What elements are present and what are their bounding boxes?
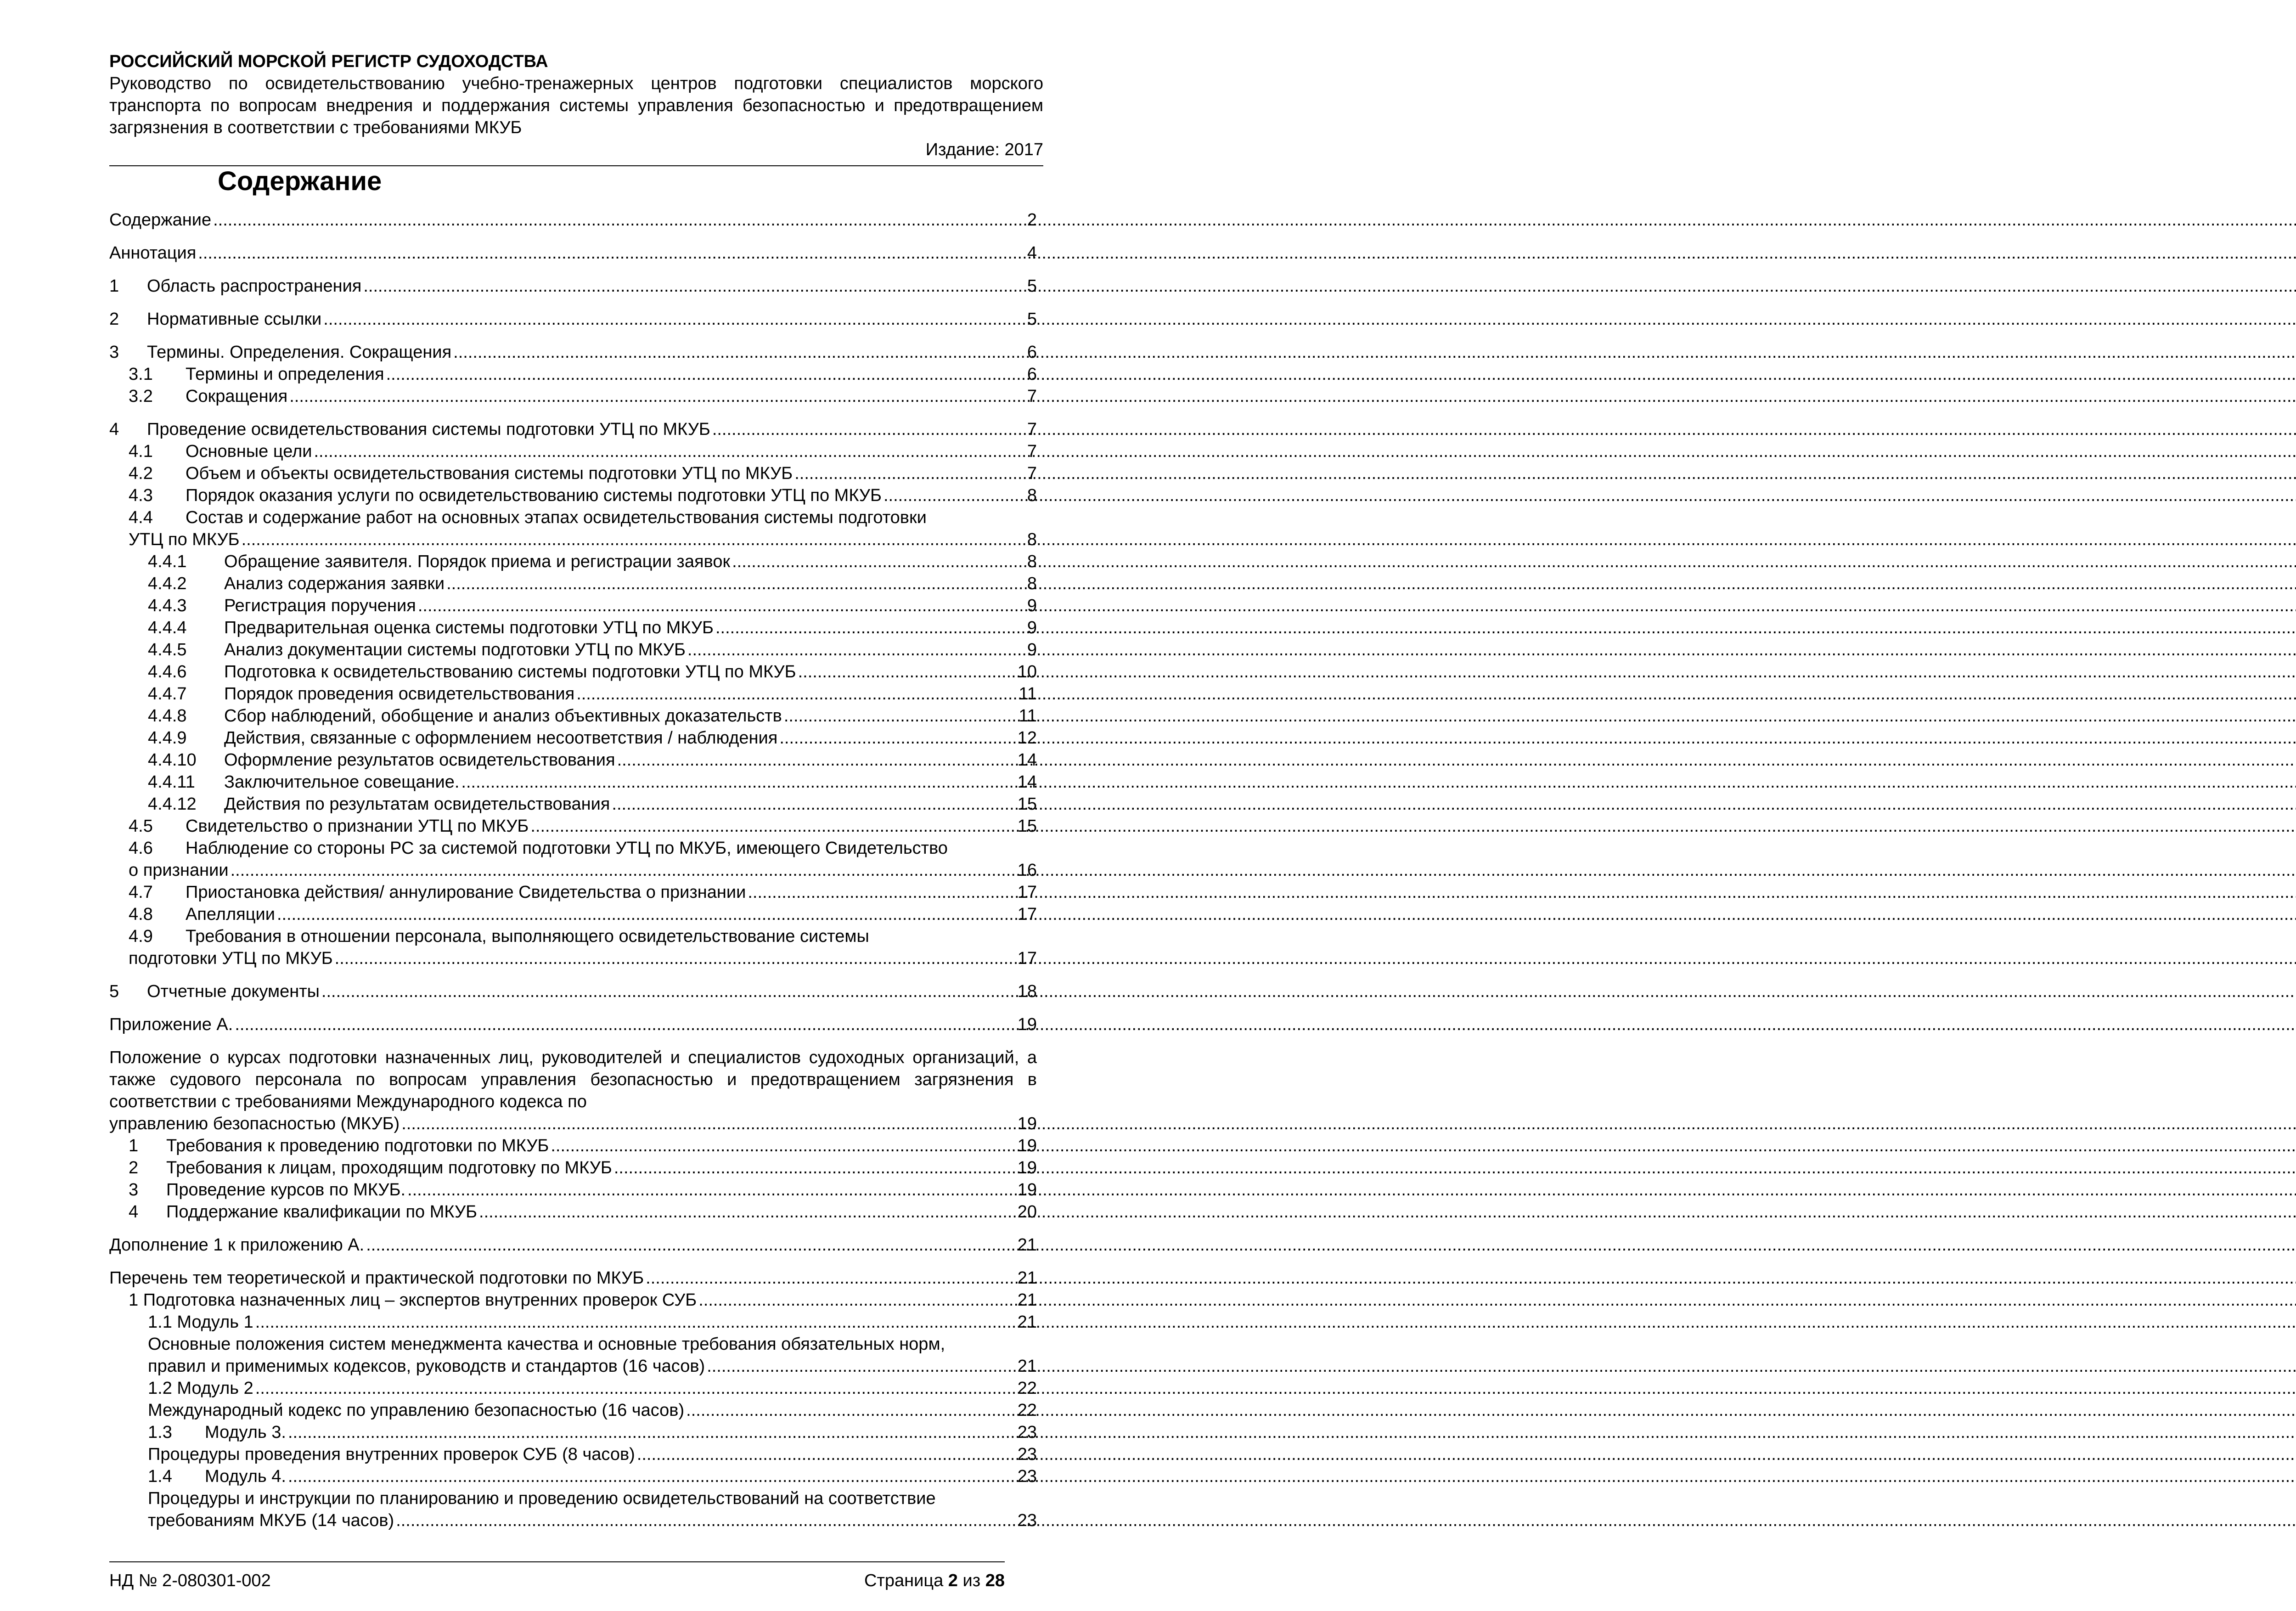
toc-entry[interactable]: [109, 903, 1037, 925]
toc-entry[interactable]: [109, 1377, 1037, 1399]
toc-entry-number: 3: [129, 1180, 139, 1200]
toc-page-number: 21: [1017, 1312, 1037, 1332]
toc-entry[interactable]: [109, 980, 1037, 1003]
toc-entry[interactable]: [109, 1047, 1037, 1135]
edition-label: Издание: 2017: [925, 140, 1043, 159]
toc-dot-leader: [798, 661, 1016, 683]
toc-dot-leader: [396, 1510, 1016, 1532]
current-page: 2: [948, 1571, 958, 1590]
document-header: [109, 51, 1043, 161]
toc-dot-leader: [277, 903, 1016, 925]
toc-dot-leader: [242, 529, 1025, 551]
toc-dot-leader: [366, 1234, 1016, 1256]
toc-dot-leader: [794, 462, 1025, 484]
toc-entry-number: 3.2: [129, 387, 153, 406]
toc-dot-leader: [363, 275, 1025, 297]
toc-entry-title: правил и применимых кодексов, руководств и стандартов (16 часов): [148, 1357, 705, 1376]
toc-entry-title: Содержание: [109, 210, 212, 230]
toc-entry[interactable]: [109, 749, 1037, 771]
toc-entry-number: 4: [129, 1202, 139, 1222]
toc-entry-number: 4.5: [129, 817, 153, 836]
toc-entry[interactable]: [109, 418, 1037, 440]
toc-entry-title: Термины и определения: [186, 365, 384, 384]
toc-dot-leader: [288, 1465, 1016, 1487]
toc-entry-title: Действия, связанные с оформлением несоответствия / наблюдения: [224, 728, 778, 748]
toc-entry[interactable]: [109, 341, 1037, 363]
toc-entry[interactable]: [109, 1267, 1037, 1289]
toc-entry-title: Приостановка действия/ аннулирование Свидетельства о признании: [186, 883, 746, 902]
toc-page-number: 15: [1017, 817, 1037, 836]
toc-entry-number: 3.1: [129, 365, 153, 384]
toc-entry-number: 3: [109, 343, 119, 362]
toc-page-number: 15: [1017, 794, 1037, 814]
toc-entry-title: Заключительное совещание.: [224, 772, 460, 792]
toc-dot-leader: [576, 683, 1017, 705]
toc-page-number: 9: [1027, 618, 1037, 637]
toc-entry[interactable]: [109, 1201, 1037, 1223]
toc-entry[interactable]: [109, 484, 1037, 507]
toc-dot-leader: [314, 440, 1025, 462]
page-indicator: [864, 1570, 1005, 1592]
toc-entry[interactable]: [109, 1311, 1037, 1333]
toc-dot-leader: [289, 385, 1025, 407]
toc-entry-title: Регистрация поручения: [224, 596, 416, 615]
toc-entry-number: 4.4.2: [148, 574, 187, 593]
toc-entry-title: о признании: [129, 861, 229, 880]
toc-entry[interactable]: [109, 815, 1037, 837]
toc-page-number: 14: [1017, 750, 1037, 770]
toc-page-number: 19: [1017, 1180, 1037, 1200]
toc-page-number: 22: [1017, 1401, 1037, 1420]
toc-page-number: 2: [1027, 210, 1037, 230]
toc-page-number: 6: [1027, 365, 1037, 384]
toc-page-number: 8: [1027, 486, 1037, 505]
toc-entry[interactable]: [109, 1289, 1037, 1311]
toc-entry-number: 4.8: [129, 905, 153, 924]
toc-entry-title: Отчетные документы: [147, 982, 320, 1001]
toc-entry-title: Действия по результатам освидетельствования: [224, 794, 610, 814]
toc-entry-title: Предварительная оценка системы подготовки УТЦ по МКУБ: [224, 618, 714, 637]
toc-entry[interactable]: [109, 1157, 1037, 1179]
toc-dot-leader: [288, 1421, 1016, 1443]
toc-page-number: 5: [1027, 310, 1037, 329]
toc-page-number: 23: [1017, 1445, 1037, 1464]
toc-entry-number: 4.2: [129, 464, 153, 483]
toc-dot-leader: [637, 1443, 1016, 1465]
toc-page-number: 17: [1017, 949, 1037, 968]
toc-dot-leader: [646, 1267, 1016, 1289]
toc-entry-number: 1.4: [148, 1467, 172, 1486]
toc-entry-title: Процедуры проведения внутренних проверок СУБ (8 часов): [148, 1445, 635, 1464]
total-pages: 28: [985, 1571, 1005, 1590]
toc-entry-title: Аннотация: [109, 243, 197, 263]
toc-dot-leader: [614, 1157, 1016, 1179]
toc-page-number: 5: [1027, 276, 1037, 296]
toc-entry[interactable]: [109, 1421, 1037, 1443]
toc-entry-title: Требования к лицам, проходящим подготовку по МКУБ: [166, 1158, 612, 1177]
toc-page-number: 21: [1017, 1235, 1037, 1255]
toc-entry-title: Объем и объекты освидетельствования системы подготовки УТЦ по МКУБ: [186, 464, 793, 483]
toc-page-number: 11: [1019, 706, 1037, 726]
toc-entry[interactable]: [109, 507, 1037, 551]
toc-entry-number: 2: [129, 1158, 139, 1177]
toc-entry[interactable]: [109, 925, 1037, 969]
toc-entry-number: 4.4.6: [148, 662, 187, 682]
toc-page-number: 21: [1017, 1290, 1037, 1310]
toc-page-number: 7: [1027, 420, 1037, 439]
toc-entry-number: 4.4.12: [148, 794, 197, 814]
toc-entry[interactable]: [109, 1179, 1037, 1201]
toc-entry-number: 1.3: [148, 1423, 172, 1442]
toc-entry-title: Обращение заявителя. Порядок приема и регистрации заявок: [224, 552, 731, 571]
toc-entry[interactable]: [109, 639, 1037, 661]
toc-entry-number: 4.4.9: [148, 728, 187, 748]
toc-entry[interactable]: [109, 462, 1037, 484]
toc-entry-title: Приложение А.: [109, 1015, 233, 1034]
table-of-contents: [109, 209, 1037, 1532]
toc-dot-leader: [686, 1399, 1016, 1421]
toc-entry-number: 4.4.1: [148, 552, 187, 571]
toc-dot-leader: [213, 209, 1025, 231]
toc-page-number: 8: [1027, 552, 1037, 571]
toc-entry[interactable]: [109, 242, 1037, 264]
toc-entry[interactable]: [109, 837, 1037, 881]
toc-entry-title-continued: [109, 837, 1037, 859]
toc-entry-title: Поддержание квалификации по МКУБ: [166, 1202, 478, 1222]
toc-page-number: 10: [1017, 662, 1037, 682]
toc-entry-title: УТЦ по МКУБ: [129, 530, 240, 549]
toc-dot-leader: [698, 1289, 1016, 1311]
toc-entry[interactable]: [109, 1465, 1037, 1487]
document-number: НД № 2-080301-002: [109, 1571, 271, 1590]
toc-entry-title: управлению безопасностью (МКУБ): [109, 1114, 400, 1133]
toc-entry-number: 4.4.4: [148, 618, 187, 637]
toc-entry-number: 5: [109, 982, 119, 1001]
toc-page-number: 17: [1017, 883, 1037, 902]
toc-dot-leader: [479, 1201, 1016, 1223]
toc-entry[interactable]: [109, 551, 1037, 573]
toc-dot-leader: [407, 1179, 1016, 1201]
toc-entry-title: 1.2 Модуль 2: [148, 1379, 253, 1398]
toc-entry[interactable]: [109, 1487, 1037, 1532]
toc-entry[interactable]: [109, 1333, 1037, 1377]
toc-page-number: 7: [1027, 464, 1037, 483]
toc-entry[interactable]: [109, 440, 1037, 462]
toc-dot-leader: [231, 859, 1016, 881]
toc-entry[interactable]: [109, 617, 1037, 639]
toc-entry-title: Требования к проведению подготовки по МКУБ: [166, 1136, 549, 1155]
toc-dot-leader: [386, 363, 1025, 385]
toc-entry-number: 4.6: [129, 839, 153, 858]
toc-dot-leader: [784, 705, 1017, 727]
toc-page-number: 6: [1027, 343, 1037, 362]
toc-entry-title: Анализ содержания заявки: [224, 574, 445, 593]
toc-entry-number: 4.4.10: [148, 750, 197, 770]
toc-entry-number: 4.4.7: [148, 684, 187, 704]
toc-entry[interactable]: [109, 683, 1037, 705]
toc-dot-leader: [321, 980, 1016, 1003]
toc-dot-leader: [255, 1377, 1016, 1399]
toc-dot-leader: [198, 242, 1025, 264]
toc-entry-number: 4.3: [129, 486, 153, 505]
toc-page-number: 21: [1017, 1357, 1037, 1376]
toc-entry-number: 4.4.11: [148, 772, 195, 792]
toc-entry[interactable]: [109, 881, 1037, 903]
toc-entry-title: требованиям МКУБ (14 часов): [148, 1511, 394, 1530]
toc-dot-leader: [732, 551, 1025, 573]
toc-page-number: 18: [1017, 982, 1037, 1001]
toc-entry-title-continued: Положение о курсах подготовки назначенных лиц, руководителей и специалистов судоходных организаций, а также судового персонала по вопросам управления безопасностью и предотвращением загрязнения в соответствии с требованиями Международного кодекса по: [109, 1048, 1037, 1111]
toc-entry-number: 4: [109, 420, 119, 439]
toc-entry-title-start: Наблюдение со стороны РС за системой подготовки УТЦ по МКУБ, имеющего Свидетельство: [186, 839, 948, 858]
toc-entry-title: Проведение освидетельствования системы подготовки УТЦ по МКУБ: [147, 420, 710, 439]
page-word: Страница: [864, 1571, 944, 1590]
toc-page-number: 4: [1027, 243, 1037, 263]
toc-entry-title: Дополнение 1 к приложению А.: [109, 1235, 365, 1255]
toc-entry-title: Перечень тем теоретической и практической подготовки по МКУБ: [109, 1268, 644, 1288]
toc-entry[interactable]: [109, 595, 1037, 617]
toc-dot-leader: [235, 1014, 1015, 1036]
toc-entry-number: 2: [109, 310, 119, 329]
toc-entry-title: 1 Подготовка назначенных лиц – экспертов внутренних проверок СУБ: [129, 1290, 697, 1310]
toc-page-number: 8: [1027, 574, 1037, 593]
toc-entry-title-continued: Процедуры и инструкции по планированию и проведению освидетельствований на соответствие: [148, 1489, 936, 1508]
toc-entry-title: Модуль 4.: [205, 1467, 286, 1486]
toc-entry[interactable]: [109, 209, 1037, 231]
toc-entry[interactable]: [109, 727, 1037, 749]
toc-entry-title: Порядок оказания услуги по освидетельствованию системы подготовки УТЦ по МКУБ: [186, 486, 882, 505]
toc-entry[interactable]: [109, 363, 1037, 385]
toc-entry-number: 1: [129, 1136, 139, 1155]
toc-dot-leader: [418, 595, 1025, 617]
toc-entry[interactable]: [109, 385, 1037, 407]
toc-page-number: 7: [1027, 387, 1037, 406]
toc-dot-leader: [612, 793, 1015, 815]
toc-dot-leader: [617, 749, 1016, 771]
toc-entry-title: Сокращения: [186, 387, 288, 406]
toc-entry-title-continued: Основные положения систем менеджмента качества и основные требования обязательных норм,: [148, 1335, 945, 1354]
toc-entry-title: Область распространения: [147, 276, 362, 296]
toc-entry[interactable]: [109, 1135, 1037, 1157]
toc-entry[interactable]: [109, 1443, 1037, 1465]
toc-page-number: 9: [1027, 640, 1037, 659]
toc-dot-leader: [707, 1355, 1016, 1377]
toc-dot-leader: [712, 418, 1025, 440]
toc-dot-leader: [530, 815, 1015, 837]
organization-name: РОССИЙСКИЙ МОРСКОЙ РЕГИСТР СУДОХОДСТВА: [109, 52, 548, 71]
toc-entry-title: Подготовка к освидетельствованию системы подготовки УТЦ по МКУБ: [224, 662, 796, 682]
toc-page-number: 19: [1017, 1158, 1037, 1177]
toc-page-number: 21: [1017, 1268, 1037, 1288]
toc-entry[interactable]: [109, 1399, 1037, 1421]
toc-entry-title-start: Требования в отношении персонала, выполняющего освидетельствование системы: [186, 927, 869, 946]
toc-page-number: 23: [1017, 1423, 1037, 1442]
toc-entry-number: 4.9: [129, 927, 153, 946]
toc-entry[interactable]: [109, 275, 1037, 297]
toc-entry[interactable]: [109, 1234, 1037, 1256]
toc-title: Содержание: [218, 166, 382, 196]
toc-entry-number: 4.4.3: [148, 596, 187, 615]
toc-entry-number: 4.4.5: [148, 640, 187, 659]
toc-entry[interactable]: [109, 308, 1037, 330]
toc-dot-leader: [748, 881, 1015, 903]
footer-divider: [109, 1561, 1005, 1562]
toc-entry-title: Нормативные ссылки: [147, 310, 322, 329]
toc-page-number: 19: [1017, 1136, 1037, 1155]
toc-dot-leader: [715, 617, 1025, 639]
of-word: из: [962, 1571, 981, 1590]
toc-page-number: 8: [1027, 530, 1037, 549]
toc-page-number: 11: [1019, 684, 1037, 704]
toc-entry-title: Термины. Определения. Сокращения: [147, 343, 452, 362]
toc-entry-title: Оформление результатов освидетельствования: [224, 750, 615, 770]
toc-entry-title: Свидетельство о признании УТЦ по МКУБ: [186, 817, 529, 836]
toc-page-number: 7: [1027, 442, 1037, 461]
toc-entry-title: Анализ документации системы подготовки УТЦ по МКУБ: [224, 640, 686, 659]
toc-page-number: 20: [1017, 1202, 1037, 1222]
toc-entry-title: Основные цели: [186, 442, 312, 461]
toc-page-number: 17: [1017, 905, 1037, 924]
toc-entry-title: Модуль 3.: [205, 1423, 286, 1442]
toc-entry-title: Международный кодекс по управлению безопасностью (16 часов): [148, 1401, 685, 1420]
toc-dot-leader: [461, 771, 1015, 793]
toc-entry-title: Апелляции: [186, 905, 275, 924]
toc-entry-number: 4.4.8: [148, 706, 187, 726]
toc-entry-title-continued: [109, 507, 1037, 529]
toc-entry-title: подготовки УТЦ по МКУБ: [129, 949, 333, 968]
toc-dot-leader: [323, 308, 1025, 330]
toc-dot-leader: [551, 1135, 1015, 1157]
toc-dot-leader: [446, 573, 1025, 595]
document-subtitle: Руководство по освидетельствованию учебно-тренажерных центров подготовки специалистов морского транспорта по вопросам внедрения и поддержания системы управления безопасностью и предотвращением загрязнения в соответствии с требованиями МКУБ: [109, 74, 1043, 137]
toc-entry[interactable]: [109, 771, 1037, 793]
toc-entry-title: Проведение курсов по МКУБ.: [166, 1180, 406, 1200]
toc-page-number: 19: [1017, 1114, 1037, 1133]
toc-page-number: 19: [1017, 1015, 1037, 1034]
toc-entry-number: 1: [109, 276, 119, 296]
toc-page-number: 22: [1017, 1379, 1037, 1398]
toc-dot-leader: [884, 484, 1025, 507]
toc-entry[interactable]: [109, 793, 1037, 815]
toc-page-number: 23: [1017, 1467, 1037, 1486]
toc-page-number: 12: [1017, 728, 1037, 748]
toc-dot-leader: [453, 341, 1025, 363]
toc-page-number: 14: [1017, 772, 1037, 792]
toc-dot-leader: [401, 1113, 1016, 1135]
toc-entry[interactable]: [109, 705, 1037, 727]
toc-dot-leader: [687, 639, 1025, 661]
toc-entry[interactable]: [109, 573, 1037, 595]
toc-entry-title-start: Состав и содержание работ на основных этапах освидетельствования системы подготовки: [186, 508, 927, 527]
toc-entry[interactable]: [109, 1014, 1037, 1036]
toc-dot-leader: [335, 947, 1016, 969]
toc-entry-title: 1.1 Модуль 1: [148, 1312, 253, 1332]
toc-entry-number: 4.4: [129, 508, 153, 527]
toc-dot-leader: [255, 1311, 1016, 1333]
toc-entry-number: 4.1: [129, 442, 153, 461]
toc-page-number: 16: [1017, 861, 1037, 880]
toc-entry-title: Сбор наблюдений, обобщение и анализ объективных доказательств: [224, 706, 782, 726]
toc-dot-leader: [779, 727, 1015, 749]
toc-entry[interactable]: [109, 661, 1037, 683]
toc-entry-title-continued: [109, 925, 1037, 947]
toc-page-number: 23: [1017, 1511, 1037, 1530]
toc-entry-number: 4.7: [129, 883, 153, 902]
toc-entry-title: Порядок проведения освидетельствования: [224, 684, 575, 704]
toc-page-number: 9: [1027, 596, 1037, 615]
